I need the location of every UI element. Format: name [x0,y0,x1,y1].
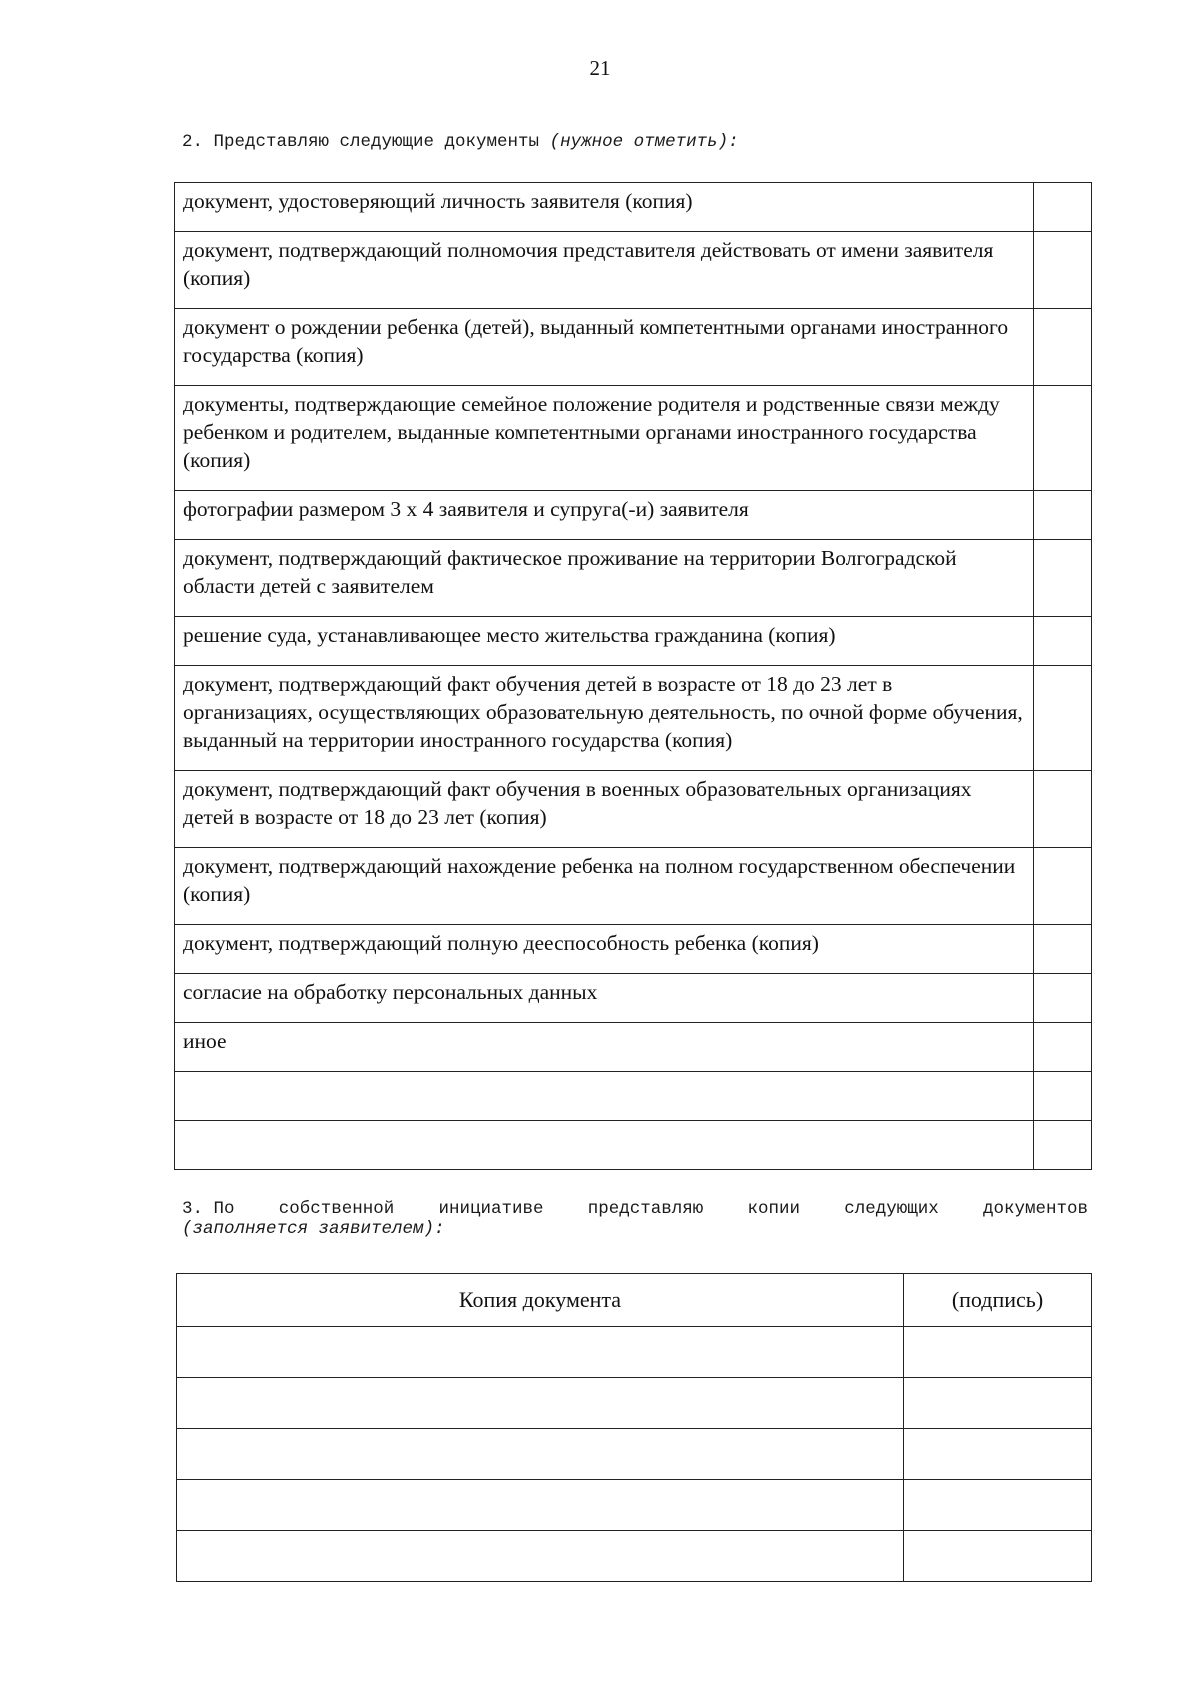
section-2-heading-text: 2. Представляю следующие документы [182,132,540,152]
document-checkbox-cell[interactable] [1034,974,1092,1023]
signature-field[interactable] [904,1480,1092,1531]
section-2-heading-note: (нужное отметить): [549,132,739,152]
heading-word: 3. По [182,1199,235,1219]
section-3-heading [182,1199,1088,1239]
document-checkbox-cell[interactable] [1034,617,1092,666]
copy-column-header: Копия документа [177,1274,904,1327]
document-label: документ, подтверждающий нахождение ребенка на полном государственном обеспечении (копия) [175,848,1034,925]
copy-document-field[interactable] [177,1327,904,1378]
document-checkbox-cell[interactable] [1034,1121,1092,1170]
table-header-row [177,1274,1092,1327]
heading-word: копии [747,1199,800,1219]
heading-word: документов [982,1199,1088,1219]
document-checkbox-cell[interactable] [1034,232,1092,309]
table-row [175,617,1092,666]
table-row [175,974,1092,1023]
table-row [175,925,1092,974]
document-copies-table [176,1273,1092,1582]
table-row [175,1121,1092,1170]
table-row [175,183,1092,232]
document-checkbox-cell[interactable] [1034,386,1092,491]
document-label: согласие на обработку персональных данных [175,974,1034,1023]
document-checkbox-cell[interactable] [1034,183,1092,232]
table-row [175,666,1092,771]
copy-document-field[interactable] [177,1378,904,1429]
table-row [175,848,1092,925]
document-label: документ, удостоверяющий личность заявителя (копия) [175,183,1034,232]
table-row [175,771,1092,848]
document-label: иное [175,1023,1034,1072]
heading-word: следующих [844,1199,939,1219]
table-row [175,386,1092,491]
signature-field[interactable] [904,1531,1092,1582]
blank-document-field[interactable] [175,1121,1034,1170]
document-checkbox-cell[interactable] [1034,771,1092,848]
document-label: решение суда, устанавливающее место жительства гражданина (копия) [175,617,1034,666]
documents-checklist-table [174,182,1092,1170]
document-checkbox-cell[interactable] [1034,309,1092,386]
copy-document-field[interactable] [177,1480,904,1531]
page-number: 21 [589,56,611,80]
table-row [175,309,1092,386]
signature-field[interactable] [904,1327,1092,1378]
section-3-heading-line [182,1199,1088,1219]
table-row [175,540,1092,617]
blank-document-field[interactable] [175,1072,1034,1121]
section-3-heading-note: (заполняется заявителем): [182,1219,445,1239]
table-row [175,1072,1092,1121]
table-row [175,491,1092,540]
table-row [177,1327,1092,1378]
document-checkbox-cell[interactable] [1034,848,1092,925]
document-checkbox-cell[interactable] [1034,540,1092,617]
signature-column-header: (подпись) [904,1274,1092,1327]
document-label: документ, подтверждающий полную дееспособность ребенка (копия) [175,925,1034,974]
document-checkbox-cell[interactable] [1034,925,1092,974]
heading-word: инициативе [438,1199,544,1219]
document-checkbox-cell[interactable] [1034,666,1092,771]
document-label: документ, подтверждающий факт обучения в военных образовательных организациях детей в возрасте от 18 до 23 лет (копия) [175,771,1034,848]
table-row [177,1429,1092,1480]
table-row [175,232,1092,309]
table-row [177,1531,1092,1582]
document-checkbox-cell[interactable] [1034,491,1092,540]
table-row [177,1480,1092,1531]
copy-document-field[interactable] [177,1531,904,1582]
document-label: документ, подтверждающий полномочия представителя действовать от имени заявителя (копия) [175,232,1034,309]
copy-document-field[interactable] [177,1429,904,1480]
document-label: фотографии размером 3 х 4 заявителя и супруга(-и) заявителя [175,491,1034,540]
table-row [175,1023,1092,1072]
document-checkbox-cell[interactable] [1034,1023,1092,1072]
heading-word: представляю [587,1199,704,1219]
section-2-heading [182,132,739,152]
document-label: документ о рождении ребенка (детей), выданный компетентными органами иностранного государства (копия) [175,309,1034,386]
table-row [177,1378,1092,1429]
document-checkbox-cell[interactable] [1034,1072,1092,1121]
document-label: документы, подтверждающие семейное положение родителя и родственные связи между ребенком и родителем, выданные компетентными органами иностранного государства (копия) [175,386,1034,491]
document-label: документ, подтверждающий фактическое проживание на территории Волгоградской области детей с заявителем [175,540,1034,617]
signature-field[interactable] [904,1429,1092,1480]
heading-word: собственной [278,1199,395,1219]
signature-field[interactable] [904,1378,1092,1429]
document-label: документ, подтверждающий факт обучения детей в возрасте от 18 до 23 лет в организациях, осуществляющих образовательную деятельность, по очной форме обучения, выданный на территории иностранного государства (копия) [175,666,1034,771]
